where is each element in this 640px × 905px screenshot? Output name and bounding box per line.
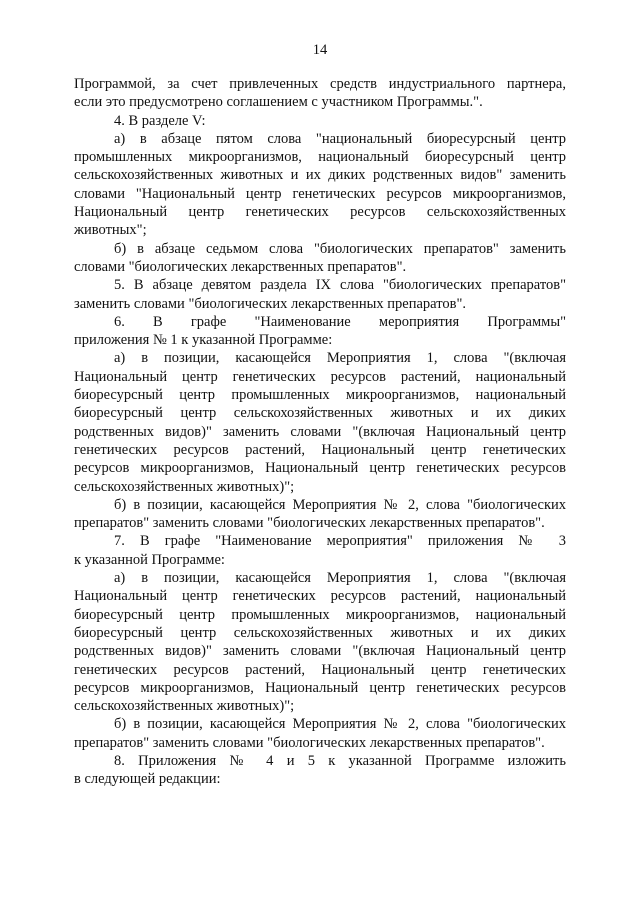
text-line: приложения № 1 к указанной Программе: — [74, 332, 333, 349]
document-body — [74, 75, 566, 789]
text-line: если это предусмотрено соглашением с участником Программы.". — [74, 94, 483, 111]
text-line: биоресурсный центр сельскохозяйственных животных и их диких — [74, 624, 566, 641]
text-line: Национальный центр генетических ресурсов сельскохозяйственных — [74, 204, 566, 221]
text-line: сельскохозяйственных животных)"; — [74, 478, 295, 495]
text-line: а) в позиции, касающейся Мероприятия 1, слова "(включая — [114, 350, 566, 367]
text-line: ресурсов микроорганизмов, Национальный центр генетических ресурсов — [74, 679, 566, 696]
text-line: б) в абзаце седьмом слова "биологических препаратов" заменить — [114, 240, 566, 257]
text-line: сельскохозяйственных животных и их диких родственных видов" заменить — [74, 167, 566, 184]
text-line: а) в абзаце пятом слова "национальный биоресурсный центр — [114, 130, 566, 147]
text-line: к указанной Программе: — [74, 551, 225, 568]
text-line: а) в позиции, касающейся Мероприятия 1, слова "(включая — [114, 570, 566, 587]
text-line: 7. В графе "Наименование мероприятия" приложения № 3 — [114, 533, 566, 550]
page-number: 14 — [312, 42, 328, 58]
text-line: биоресурсный центр промышленных микроорганизмов, национальный — [74, 387, 566, 404]
text-line: 8. Приложения № 4 и 5 к указанной Программе изложить — [114, 752, 566, 769]
text-line: словами "биологических лекарственных препаратов". — [74, 258, 407, 275]
text-line: генетических ресурсов растений, Национальный центр генетических — [74, 441, 566, 458]
text-line: б) в позиции, касающейся Мероприятия № 2, слова "биологических — [114, 716, 566, 733]
text-line: биоресурсный центр промышленных микроорганизмов, национальный — [74, 606, 566, 623]
text-line: Национальный центр генетических ресурсов растений, национальный — [74, 588, 566, 605]
text-line: генетических ресурсов растений, Национальный центр генетических — [74, 661, 566, 678]
text-line: 5. В абзаце девятом раздела IX слова "биологических препаратов" — [114, 277, 566, 294]
text-line: заменить словами "биологических лекарственных препаратов". — [74, 295, 466, 312]
text-line: Программой, за счет привлеченных средств индустриального партнера, — [74, 76, 566, 92]
text-line: препаратов" заменить словами "биологических лекарственных препаратов". — [74, 515, 545, 532]
text-line: ресурсов микроорганизмов, Национальный центр генетических ресурсов — [74, 460, 566, 477]
text-line: животных"; — [74, 222, 147, 239]
text-line: родственных видов)" заменить словами "(включая Национальный центр — [74, 423, 566, 440]
text-line: б) в позиции, касающейся Мероприятия № 2, слова "биологических — [114, 496, 566, 513]
text-line: 4. В разделе V: — [114, 112, 206, 129]
text-line: сельскохозяйственных животных)"; — [74, 698, 295, 715]
text-line: Национальный центр генетических ресурсов растений, национальный — [74, 368, 566, 385]
text-line: препаратов" заменить словами "биологических лекарственных препаратов". — [74, 734, 545, 751]
text-line: промышленных микроорганизмов, национальный биоресурсный центр — [74, 149, 566, 166]
text-line: родственных видов)" заменить словами "(включая Национальный центр — [74, 643, 566, 660]
text-line: в следующей редакции: — [74, 771, 221, 788]
text-line: биоресурсный центр сельскохозяйственных животных и их диких — [74, 405, 566, 422]
text-line: 6. В графе "Наименование мероприятия Программы" — [114, 313, 566, 330]
text-line: словами "Национальный центр генетических ресурсов микроорганизмов, — [74, 185, 566, 202]
